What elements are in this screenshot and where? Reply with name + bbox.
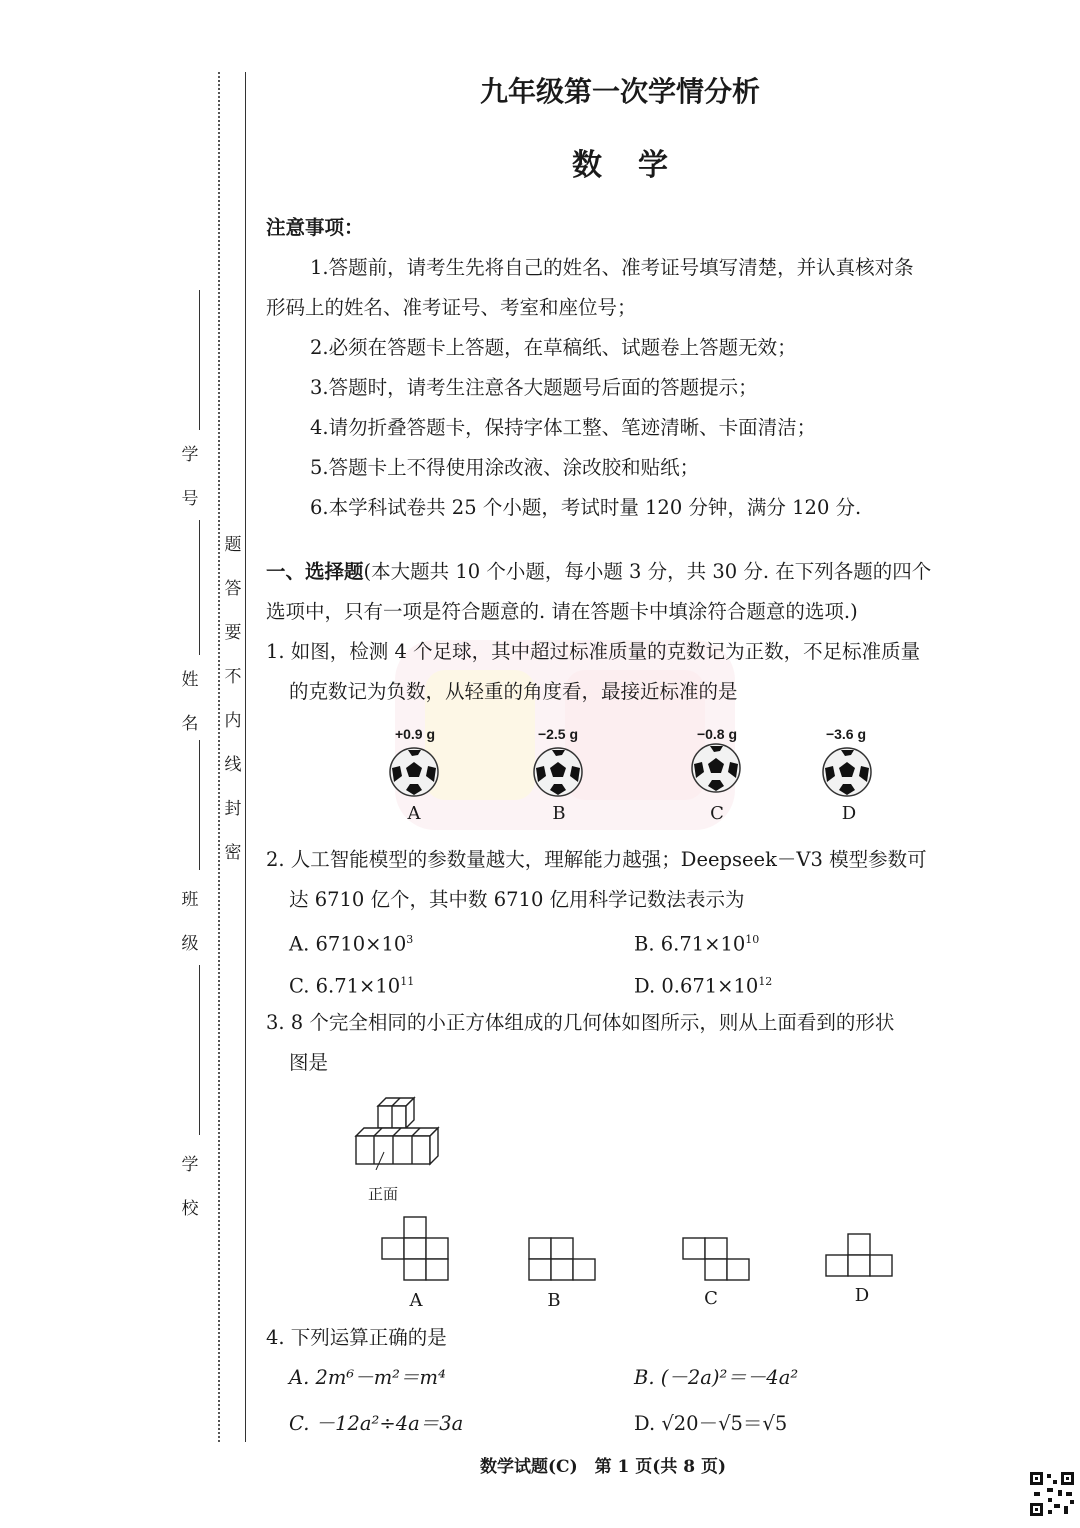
- q2-line2: 达 6710 亿个，其中数 6710 亿用科学记数法表示为: [289, 888, 745, 911]
- binding-dotted-line: [218, 72, 220, 1442]
- shape-letter-b: B: [547, 1290, 561, 1311]
- q3-line1: 3. 8 个完全相同的小正方体组成的几何体如图所示，则从上面看到的形状: [266, 1011, 895, 1034]
- field-label-xingming: 姓 名: [181, 670, 199, 734]
- q2-line1: 2. 人工智能模型的参数量越大，理解能力越强；Deepseek－V3 模型参数可: [266, 848, 927, 871]
- field-line-banji: [199, 740, 200, 870]
- field-label-xuehao: 学 号: [181, 445, 199, 509]
- notice-item-1: 1.答题前，请考生先将自己的姓名、准考证号填写清楚，并认真核对条: [310, 256, 914, 279]
- top-view-option-b: [527, 1236, 599, 1282]
- q3-line2: 图是: [289, 1051, 329, 1074]
- field-line-xuehao: [199, 290, 200, 430]
- q1-line2: 的克数记为负数，从轻重的角度看，最接近标准的是: [289, 680, 738, 703]
- field-label-banji: 班 级: [181, 890, 199, 954]
- ball-letter-b: B: [552, 803, 566, 824]
- cube-solid-figure: [350, 1090, 450, 1170]
- soccer-ball-icon: [532, 746, 584, 798]
- soccer-ball-icon: [388, 746, 440, 798]
- field-label-xuexiao: 学 校: [181, 1155, 199, 1219]
- ball-mass-b: −2.5 g: [537, 726, 579, 742]
- soccer-ball-icon: [821, 746, 873, 798]
- q2-option-b: B. $6.71\times 10^{10}$: [634, 932, 760, 956]
- section1-desc2: 选项中，只有一项是符合题意的. 请在答题卡中填涂符合题意的选项.): [266, 600, 858, 623]
- q4-option-b: B. (－2a)²＝－4a²: [634, 1366, 799, 1389]
- soccer-ball-icon: [690, 742, 742, 794]
- shape-letter-c: C: [704, 1288, 718, 1309]
- ball-letter-d: D: [841, 803, 857, 824]
- q4-option-a: A. 2m⁶－m²＝m⁴: [289, 1366, 446, 1389]
- ball-letter-a: A: [407, 803, 421, 824]
- page-footer: 数学试题(C) 第 1 页(共 8 页): [480, 1457, 727, 1477]
- notice-item-1-cont: 形码上的姓名、准考证号、考室和座位号；: [266, 296, 637, 319]
- subject-title: 数学: [572, 148, 704, 183]
- notice-item-6: 6.本学科试卷共 25 个小题，考试时量 120 分钟，满分 120 分.: [310, 496, 862, 519]
- q4-option-c: C. －12a²÷4a＝3a: [289, 1412, 464, 1435]
- ball-mass-a: +0.9 g: [394, 726, 436, 742]
- ball-mass-d: −3.6 g: [825, 726, 867, 742]
- q2-option-c: C. $6.71\times 10^{11}$: [289, 974, 415, 998]
- q1-line1: 1. 如图，检测 4 个足球，其中超过标准质量的克数记为正数，不足标准质量: [266, 640, 921, 663]
- q2-option-a: A. $6710\times 10^3$: [289, 932, 414, 956]
- binding-solid-line: [245, 72, 246, 1442]
- notice-heading: 注意事项：: [266, 216, 364, 239]
- section1-desc1: (本大题共 10 个小题，每小题 3 分，共 30 分. 在下列各题的四个: [363, 560, 932, 583]
- notice-item-2: 2.必须在答题卡上答题，在草稿纸、试题卷上答题无效；: [310, 336, 797, 359]
- shape-letter-a: A: [409, 1290, 423, 1311]
- front-label: 正面: [368, 1185, 399, 1203]
- exam-title: 九年级第一次学情分析: [479, 75, 760, 108]
- top-view-option-a: [380, 1215, 452, 1281]
- notice-item-4: 4.请勿折叠答题卡，保持字体工整、笔迹清晰、卡面清洁；: [310, 416, 817, 439]
- field-line-xuexiao: [199, 965, 200, 1135]
- shape-letter-d: D: [854, 1285, 870, 1306]
- top-view-option-d: [824, 1232, 896, 1278]
- notice-item-5: 5.答题卡上不得使用涂改液、涂改胶和贴纸；: [310, 456, 700, 479]
- ball-mass-c: −0.8 g: [696, 726, 738, 742]
- q4-line1: 4. 下列运算正确的是: [266, 1326, 447, 1349]
- seal-text: 题 答 要 不 内 线 封 密: [224, 535, 242, 863]
- ball-letter-c: C: [710, 803, 724, 824]
- qr-code-icon: [1028, 1470, 1076, 1518]
- q4-option-d: D. √20－√5＝√5: [634, 1412, 788, 1435]
- section1-heading: 一、选择题: [266, 560, 364, 583]
- section1-line1: [266, 552, 931, 592]
- notice-item-3: 3.答题时，请考生注意各大题题号后面的答题提示；: [310, 376, 758, 399]
- field-line-xingming: [199, 520, 200, 655]
- q2-option-d: D. $0.671\times 10^{12}$: [634, 974, 773, 998]
- top-view-option-c: [681, 1236, 753, 1282]
